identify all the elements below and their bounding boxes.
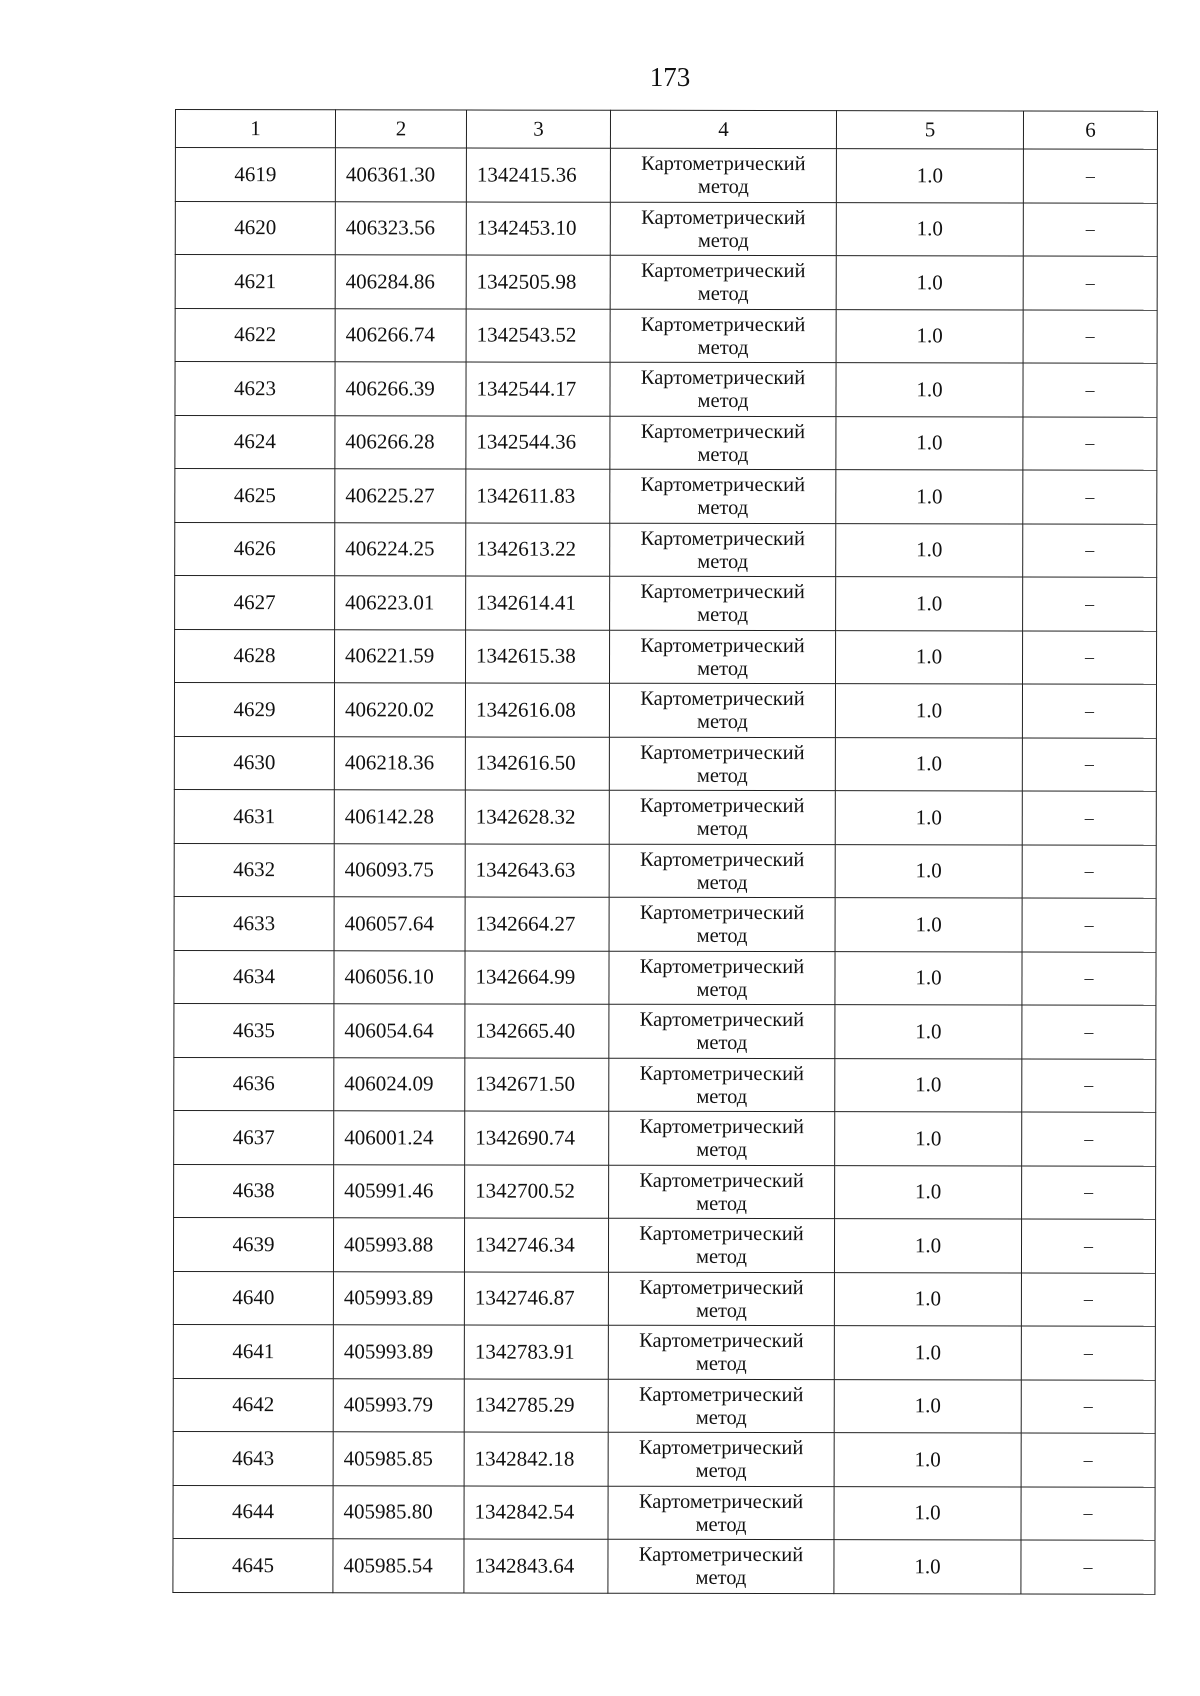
x-coordinate-cell: 406221.59 [334, 629, 465, 683]
y-coordinate-cell: 1342746.34 [464, 1218, 608, 1272]
page-number: 173 [649, 62, 691, 92]
method-line-1: Картометрический [639, 1062, 805, 1085]
accuracy-cell: 1.0 [834, 1272, 1021, 1326]
note-cell: – [1023, 202, 1157, 256]
point-number-cell: 4631 [174, 789, 334, 843]
note-cell: – [1022, 684, 1156, 738]
point-number-cell: 4623 [175, 362, 335, 416]
header-col-6: 6 [1023, 111, 1157, 149]
y-coordinate-cell: 1342783.91 [464, 1325, 608, 1379]
y-coordinate-cell: 1342746.87 [464, 1272, 608, 1326]
note-cell: – [1023, 363, 1157, 417]
y-coordinate-cell: 1342615.38 [465, 630, 609, 684]
y-coordinate-cell: 1342611.83 [466, 469, 610, 523]
coordinates-table [172, 109, 1158, 1594]
table-row [173, 1324, 1155, 1379]
point-number-cell: 4639 [173, 1217, 333, 1271]
method-cell [609, 630, 835, 684]
point-number-cell: 4621 [175, 255, 335, 309]
accuracy-cell: 1.0 [835, 630, 1022, 684]
method-line-2: метод [696, 1246, 747, 1269]
method-cell [608, 1325, 834, 1379]
method-cell [610, 148, 836, 202]
method-cell [608, 1486, 834, 1540]
point-number-cell: 4624 [175, 415, 335, 469]
table-row [174, 683, 1156, 738]
note-cell: – [1022, 951, 1156, 1005]
x-coordinate-cell: 406266.74 [335, 308, 466, 362]
y-coordinate-cell: 1342616.50 [465, 737, 609, 791]
method-line-2: метод [697, 443, 749, 466]
point-number-cell: 4635 [174, 1003, 334, 1057]
point-number-cell: 4634 [174, 950, 334, 1004]
method-line-1: Картометрический [640, 313, 806, 336]
table-row [174, 896, 1156, 951]
table-row [173, 1538, 1155, 1593]
point-number-cell: 4633 [174, 896, 334, 950]
point-number-cell: 4640 [173, 1271, 333, 1325]
table-row [174, 843, 1156, 898]
x-coordinate-cell: 406057.64 [334, 897, 465, 951]
y-coordinate-cell: 1342690.74 [465, 1111, 609, 1165]
x-coordinate-cell: 406223.01 [335, 576, 466, 630]
point-number-cell: 4636 [174, 1057, 334, 1111]
note-cell: – [1021, 1326, 1155, 1380]
table-row [175, 148, 1157, 203]
table-row [173, 1271, 1155, 1326]
x-coordinate-cell: 405985.85 [333, 1432, 464, 1486]
x-coordinate-cell: 405993.89 [333, 1271, 464, 1325]
note-cell: – [1023, 577, 1157, 631]
note-cell: – [1023, 309, 1157, 363]
header-col-5: 5 [836, 111, 1023, 149]
header-col-2: 2 [335, 110, 466, 148]
table-row [174, 1003, 1156, 1058]
method-line-2: метод [695, 1299, 747, 1322]
x-coordinate-cell: 406266.39 [335, 362, 466, 416]
note-cell: – [1021, 1433, 1155, 1487]
x-coordinate-cell: 406361.30 [335, 148, 466, 202]
method-cell [610, 362, 836, 416]
method-cell [610, 309, 836, 363]
method-line-2: метод [697, 657, 748, 680]
x-coordinate-cell: 406024.09 [334, 1057, 465, 1111]
x-coordinate-cell: 406142.28 [334, 790, 465, 844]
note-cell: – [1021, 1486, 1155, 1540]
note-cell: – [1021, 1379, 1155, 1433]
accuracy-cell: 1.0 [836, 416, 1023, 470]
method-line-2: метод [697, 604, 749, 627]
table-row [174, 1164, 1156, 1219]
accuracy-cell: 1.0 [836, 523, 1023, 577]
table-row [174, 1110, 1156, 1165]
method-line-1: Картометрический [639, 1223, 804, 1246]
y-coordinate-cell: 1342664.99 [465, 951, 609, 1005]
point-number-cell: 4628 [174, 629, 334, 683]
accuracy-cell: 1.0 [834, 1379, 1021, 1433]
accuracy-cell: 1.0 [835, 1165, 1022, 1219]
method-line-1: Картометрический [640, 527, 805, 550]
method-line-1: Картометрический [641, 153, 806, 176]
note-cell: – [1022, 1165, 1156, 1219]
method-cell [609, 951, 835, 1005]
x-coordinate-cell: 406056.10 [334, 950, 465, 1004]
method-cell [609, 683, 835, 737]
accuracy-cell: 1.0 [834, 1540, 1021, 1594]
note-cell: – [1022, 737, 1156, 791]
x-coordinate-cell: 406218.36 [334, 736, 465, 790]
accuracy-cell: 1.0 [835, 951, 1022, 1005]
point-number-cell: 4632 [174, 843, 334, 897]
method-cell [609, 1058, 835, 1112]
method-line-1: Картометрический [639, 1330, 804, 1353]
method-line-2: метод [697, 283, 749, 306]
method-line-2: метод [696, 711, 748, 734]
note-cell: – [1022, 898, 1156, 952]
table-row [175, 469, 1157, 524]
note-cell: – [1022, 1112, 1156, 1166]
point-number-cell: 4637 [174, 1110, 334, 1164]
accuracy-cell: 1.0 [836, 577, 1023, 631]
method-line-1: Картометрический [640, 260, 806, 283]
x-coordinate-cell: 405985.80 [333, 1485, 464, 1539]
x-coordinate-cell: 405985.54 [333, 1539, 464, 1593]
y-coordinate-cell: 1342843.64 [464, 1539, 608, 1593]
y-coordinate-cell: 1342544.17 [466, 362, 610, 416]
method-cell [608, 1272, 834, 1326]
x-coordinate-cell: 406054.64 [334, 1004, 465, 1058]
method-line-2: метод [696, 1192, 748, 1215]
note-cell: – [1023, 523, 1157, 577]
y-coordinate-cell: 1342664.27 [465, 897, 609, 951]
method-cell [610, 523, 836, 577]
method-line-1: Картометрический [640, 634, 805, 657]
y-coordinate-cell: 1342543.52 [466, 309, 610, 363]
method-cell [609, 1165, 835, 1219]
method-line-1: Картометрический [640, 581, 805, 604]
note-cell: – [1023, 149, 1157, 203]
method-line-2: метод [697, 390, 749, 413]
table-row [174, 1057, 1156, 1112]
point-number-cell: 4630 [174, 736, 334, 790]
note-cell: – [1022, 1058, 1156, 1112]
y-coordinate-cell: 1342700.52 [465, 1165, 609, 1219]
table-row [175, 522, 1157, 577]
method-line-1: Картометрический [641, 206, 806, 229]
accuracy-cell: 1.0 [834, 1326, 1021, 1380]
method-line-2: метод [695, 1406, 747, 1429]
method-line-1: Картометрический [640, 688, 805, 711]
table-header [175, 110, 1157, 150]
table-row [174, 629, 1156, 684]
x-coordinate-cell: 405993.79 [333, 1378, 464, 1432]
note-cell: – [1022, 630, 1156, 684]
y-coordinate-cell: 1342643.63 [465, 844, 609, 898]
method-line-2: метод [696, 1032, 748, 1055]
method-line-2: метод [695, 1567, 747, 1590]
x-coordinate-cell: 406224.25 [335, 522, 466, 576]
point-number-cell: 4626 [175, 522, 335, 576]
table-row [173, 1485, 1155, 1540]
x-coordinate-cell: 406284.86 [335, 255, 466, 309]
point-number-cell: 4627 [175, 576, 335, 630]
method-cell [610, 416, 836, 470]
point-number-cell: 4644 [173, 1485, 333, 1539]
method-line-1: Картометрический [638, 1437, 804, 1460]
coordinates-table-container [172, 109, 1157, 1594]
method-cell [609, 790, 835, 844]
y-coordinate-cell: 1342505.98 [466, 255, 610, 309]
accuracy-cell: 1.0 [835, 684, 1022, 738]
method-line-2: метод [696, 978, 748, 1001]
method-line-1: Картометрический [639, 1116, 804, 1139]
point-number-cell: 4641 [173, 1324, 333, 1378]
method-cell [608, 1539, 834, 1593]
table-row [173, 1431, 1155, 1486]
x-coordinate-cell: 405991.46 [334, 1164, 465, 1218]
table-row [175, 201, 1157, 256]
table-row [175, 255, 1157, 310]
method-line-1: Картометрический [638, 1544, 804, 1567]
table-row [175, 308, 1157, 363]
method-line-2: метод [697, 176, 749, 199]
table-row [174, 950, 1156, 1005]
accuracy-cell: 1.0 [836, 256, 1023, 310]
method-cell [610, 469, 836, 523]
method-line-1: Картометрический [639, 848, 805, 871]
accuracy-cell: 1.0 [835, 844, 1022, 898]
accuracy-cell: 1.0 [835, 1005, 1022, 1059]
y-coordinate-cell: 1342671.50 [465, 1058, 609, 1112]
note-cell: – [1022, 1005, 1156, 1059]
method-line-2: метод [697, 497, 749, 520]
method-cell [609, 897, 835, 951]
header-row [175, 110, 1157, 150]
method-cell [610, 202, 836, 256]
method-line-2: метод [696, 1085, 748, 1108]
table-body [173, 148, 1158, 1594]
accuracy-cell: 1.0 [836, 202, 1023, 256]
note-cell: – [1021, 1219, 1155, 1273]
method-line-2: метод [696, 925, 748, 948]
method-line-1: Картометрический [638, 1490, 804, 1513]
method-line-2: метод [697, 550, 749, 573]
method-line-1: Картометрический [639, 1276, 804, 1299]
accuracy-cell: 1.0 [836, 309, 1023, 363]
y-coordinate-cell: 1342628.32 [465, 790, 609, 844]
note-cell: – [1023, 416, 1157, 470]
table-row [174, 789, 1156, 844]
accuracy-cell: 1.0 [836, 470, 1023, 524]
method-cell [609, 1111, 835, 1165]
table-row [174, 736, 1156, 791]
accuracy-cell: 1.0 [835, 791, 1022, 845]
point-number-cell: 4642 [173, 1378, 333, 1432]
method-line-2: метод [695, 1353, 747, 1376]
y-coordinate-cell: 1342544.36 [466, 416, 610, 470]
method-cell [609, 737, 835, 791]
accuracy-cell: 1.0 [835, 898, 1022, 952]
table-row [175, 362, 1157, 417]
point-number-cell: 4620 [175, 201, 335, 255]
x-coordinate-cell: 405993.89 [333, 1325, 464, 1379]
method-cell [610, 576, 836, 630]
accuracy-cell: 1.0 [834, 1219, 1021, 1273]
point-number-cell: 4629 [174, 683, 334, 737]
method-cell [608, 1379, 834, 1433]
point-number-cell: 4625 [175, 469, 335, 523]
note-cell: – [1021, 1540, 1155, 1594]
header-col-3: 3 [466, 110, 610, 148]
note-cell: – [1023, 256, 1157, 310]
y-coordinate-cell: 1342613.22 [466, 523, 610, 577]
point-number-cell: 4643 [173, 1431, 333, 1485]
y-coordinate-cell: 1342842.18 [464, 1432, 608, 1486]
method-line-2: метод [697, 336, 749, 359]
accuracy-cell: 1.0 [836, 363, 1023, 417]
method-line-1: Картометрический [639, 1009, 805, 1032]
y-coordinate-cell: 1342842.54 [464, 1486, 608, 1540]
accuracy-cell: 1.0 [835, 1058, 1022, 1112]
accuracy-cell: 1.0 [836, 149, 1023, 203]
note-cell: – [1022, 791, 1156, 845]
method-line-2: метод [696, 871, 748, 894]
x-coordinate-cell: 405993.88 [333, 1218, 464, 1272]
method-line-1: Картометрический [639, 955, 805, 978]
point-number-cell: 4645 [173, 1538, 333, 1592]
method-line-1: Картометрический [639, 902, 805, 925]
y-coordinate-cell: 1342453.10 [466, 202, 610, 256]
y-coordinate-cell: 1342614.41 [466, 576, 610, 630]
method-line-1: Картометрический [640, 474, 806, 497]
method-line-2: метод [696, 1139, 748, 1162]
y-coordinate-cell: 1342616.08 [465, 683, 609, 737]
y-coordinate-cell: 1342785.29 [464, 1379, 608, 1433]
header-col-4: 4 [610, 110, 836, 148]
x-coordinate-cell: 406225.27 [335, 469, 466, 523]
point-number-cell: 4638 [174, 1164, 334, 1218]
method-cell [609, 1004, 835, 1058]
accuracy-cell: 1.0 [834, 1486, 1021, 1540]
point-number-cell: 4622 [175, 308, 335, 362]
y-coordinate-cell: 1342665.40 [465, 1004, 609, 1058]
method-cell [608, 1218, 834, 1272]
x-coordinate-cell: 406001.24 [334, 1111, 465, 1165]
table-row [175, 415, 1157, 470]
method-line-1: Картометрический [640, 367, 806, 390]
method-cell [608, 1432, 834, 1486]
point-number-cell: 4619 [175, 148, 335, 202]
method-cell [609, 844, 835, 898]
table-row [175, 576, 1157, 631]
accuracy-cell: 1.0 [835, 1112, 1022, 1166]
method-line-1: Картометрический [639, 1169, 804, 1192]
note-cell: – [1021, 1272, 1155, 1326]
table-row [173, 1378, 1155, 1433]
method-line-2: метод [696, 818, 748, 841]
method-line-1: Картометрический [640, 795, 805, 818]
method-line-2: метод [696, 764, 748, 787]
method-line-1: Картометрический [640, 741, 805, 764]
x-coordinate-cell: 406220.02 [334, 683, 465, 737]
note-cell: – [1023, 470, 1157, 524]
accuracy-cell: 1.0 [835, 737, 1022, 791]
method-line-2: метод [697, 229, 749, 252]
x-coordinate-cell: 406323.56 [335, 201, 466, 255]
method-line-2: метод [695, 1460, 747, 1483]
method-line-1: Картометрический [640, 420, 806, 443]
method-line-2: метод [695, 1513, 747, 1536]
method-cell [610, 255, 836, 309]
header-col-1: 1 [175, 110, 335, 148]
accuracy-cell: 1.0 [834, 1433, 1021, 1487]
table-row [173, 1217, 1155, 1272]
x-coordinate-cell: 406093.75 [334, 843, 465, 897]
note-cell: – [1022, 844, 1156, 898]
x-coordinate-cell: 406266.28 [335, 415, 466, 469]
method-line-1: Картометрический [639, 1383, 804, 1406]
y-coordinate-cell: 1342415.36 [466, 148, 610, 202]
